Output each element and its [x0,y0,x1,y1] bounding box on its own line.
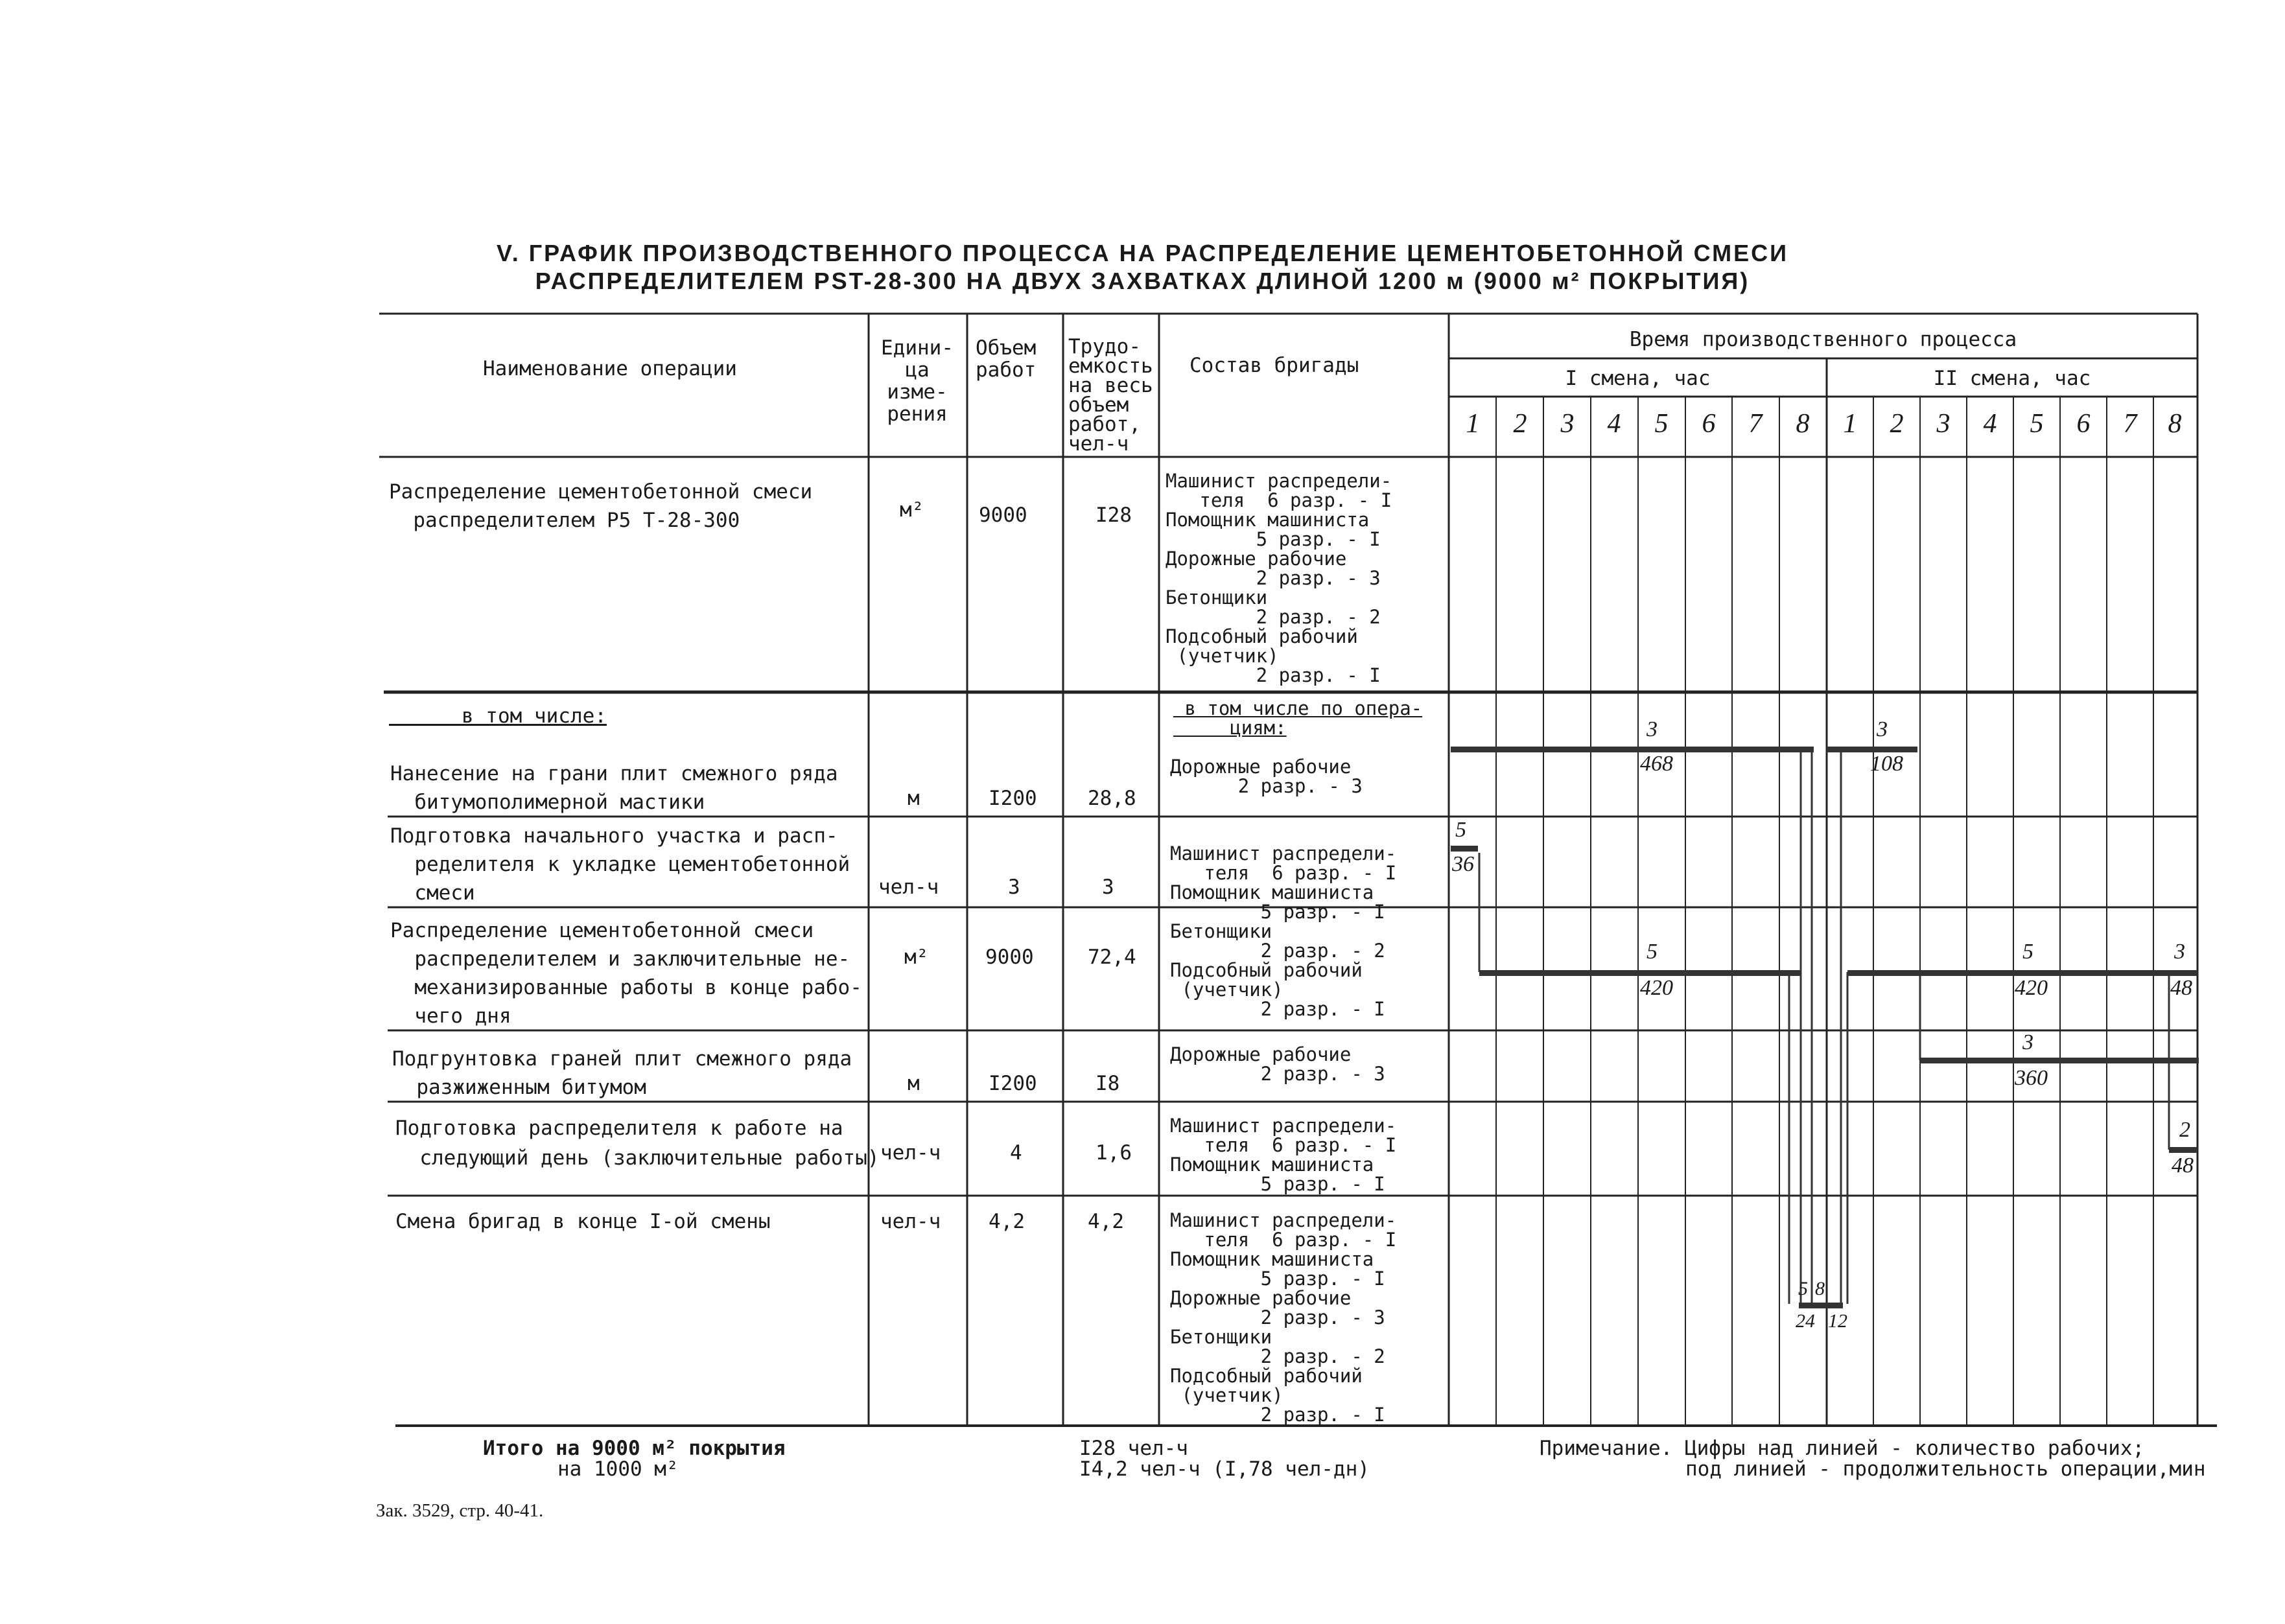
row-7-name: Смена бригад в конце I-ой смены [395,1210,771,1233]
bar-label: 420 [1640,976,1673,1000]
hour-s2-4: 4 [1983,409,1997,439]
row-3-unit: чел-ч [878,876,939,899]
bar-label: 24 [1796,1310,1815,1332]
title-line-2: РАСПРЕДЕЛИТЕЛЕМ PST-28-300 НА ДВУХ ЗАХВАТКАХ ДЛИНОЙ 1200 м (9000 м² ПОКРЫТИЯ) [535,268,1750,294]
bar-prime [1920,1058,2199,1063]
bar-spread-shift2 [1847,970,2197,976]
title-line-1: V. ГРАФИК ПРОИЗВОДСТВЕННОГО ПРОЦЕССА НА РАСПРЕДЕЛЕНИЕ ЦЕМЕНТОБЕТОННОЙ СМЕСИ [497,240,1788,266]
totals-label-1: Итого на 9000 м² покрытия [483,1437,786,1460]
bar-label: 48 [2172,1154,2194,1177]
hour-s1-7: 7 [1748,409,1763,439]
hour-s2-5: 5 [2030,409,2044,439]
row-1-name: в том числе: [389,704,607,728]
row-6-crew: Машинист распредели- теля 6 разр. - I Помощник машиниста 5 разр. - I [1170,1115,1397,1195]
row-0-crew: Машинист распредели- теля 6 разр. - I Помощник машиниста 5 разр. - I Дорожные рабочие 2 разр. - 3 Бетонщики 2 разр. - 2 Подсобный рабочий (учетчик) 2 разр. - I [1166,470,1392,686]
bar-label: 5 [1798,1278,1808,1299]
bar-label: 48 [2170,976,2192,1000]
row-4-volume: 9000 [985,945,1034,969]
row-0-name: Распределение цементобетонной смеси распределителем P5 T-28-300 [389,480,813,532]
row-0-volume: 9000 [979,504,1027,527]
row-6-name: Подготовка распределителя к работе на следующий день (заключительные работы) [395,1117,880,1170]
bar-label: 108 [1870,752,1903,776]
row-2-volume: I200 [989,787,1037,810]
bar-label: 360 [2015,1066,2048,1090]
row-7-volume: 4,2 [989,1210,1025,1233]
row-2-unit: м [908,787,920,810]
note-line-1: Примечание. Цифры над линией - количество рабочих; [1540,1437,2145,1460]
hour-s1-5: 5 [1654,409,1669,439]
hour-s1-2: 2 [1513,409,1527,439]
row-6-volume: 4 [1010,1141,1022,1165]
row-4-labor: 72,4 [1088,945,1136,969]
bar-label: 12 [1828,1310,1847,1332]
bar-label: 420 [2015,976,2048,1000]
hour-s2-1: 1 [1843,409,1857,439]
hour-s1-1: 1 [1466,409,1480,439]
hour-s2-8: 8 [2168,409,2182,439]
row-0-labor: I28 [1096,504,1132,527]
bar-label: 8 [1815,1278,1825,1299]
row-5-volume: I200 [989,1072,1037,1095]
totals-label-2: на 1000 м² [557,1457,679,1481]
hour-s1-8: 8 [1796,409,1810,439]
row-6-unit: чел-ч [880,1141,941,1165]
bar-label: 5 [2022,940,2033,964]
note-line-2: под линией - продолжительность операции,мин [1685,1457,2206,1481]
row-5-labor: I8 [1096,1072,1120,1095]
row-0-unit: м² [900,498,924,522]
row-4-crew: Бетонщики 2 разр. - 2 Подсобный рабочий (учетчик) 2 разр. - I [1170,920,1385,1020]
header-time: Время производственного процесса [1629,328,2017,351]
row-3-labor: 3 [1102,876,1114,899]
hour-s1-6: 6 [1702,409,1716,439]
footer-order-number: Зак. 3529, стр. 40-41. [376,1500,544,1521]
bar-label: 3 [2022,1030,2033,1054]
bar-label: 2 [2179,1118,2190,1142]
row-1-crew: в том числе по опера- циям: [1184,697,1423,739]
hour-s2-7: 7 [2123,409,2137,439]
header-volume: Объем работ [976,336,1037,382]
row-5-name: Подгрунтовка граней плит смежного ряда разжиженным битумом [392,1047,852,1099]
bar-label: 3 [2174,940,2185,964]
row-4-unit: м² [904,945,929,969]
row-5-unit: м [908,1072,920,1095]
bar-label: 3 [1646,717,1658,741]
bar-prep-next-day [2169,1147,2197,1153]
row-5-crew: Дорожные рабочие 2 разр. - 3 [1170,1043,1385,1085]
row-3-crew: Машинист распредели- теля 6 разр. - I Помощник машиниста 5 разр. - I [1170,842,1397,923]
header-shift1: I смена, час [1565,367,1711,390]
row-3-volume: 3 [1008,876,1020,899]
row-7-unit: чел-ч [880,1210,941,1233]
bar-mastic-shift1 [1451,747,1814,752]
hour-s2-6: 6 [2076,409,2091,439]
bar-label: 36 [1452,852,1474,876]
row-7-crew: Машинист распредели- теля 6 разр. - I Помощник машиниста 5 разр. - I Дорожные рабочие 2 разр. - 3 Бетонщики 2 разр. - 2 Подсобный рабочий (учетчик) 2 разр. - I [1170,1209,1397,1426]
row-4-name: Распределение цементобетонной смеси распределителем и заключительные не- механизированные работы в конце рабо- чего дня [390,919,862,1028]
row-2-crew: Дорожные рабочие 2 разр. - 3 [1170,756,1363,797]
totals-value-2: I4,2 чел-ч (I,78 чел-дн) [1079,1457,1370,1481]
totals-value-1: I28 чел-ч [1079,1437,1188,1460]
hour-s2-2: 2 [1890,409,1904,439]
header-labor: Трудо- емкость на весь объем работ, чел-ч [1068,335,1153,456]
bar-spread-shift1 [1479,970,1801,976]
bar-crew-change [1799,1303,1843,1308]
row-2-name: Нанесение на грани плит смежного ряда битумополимерной мастики [390,762,838,814]
hour-s1-3: 3 [1560,409,1575,439]
bar-label: 468 [1640,752,1673,776]
bar-prep-start [1451,846,1478,852]
row-7-labor: 4,2 [1088,1210,1124,1233]
row-3-name: Подготовка начального участка и расп- ределителя к укладке цементобетонной смеси [390,824,850,905]
bar-label: 5 [1455,818,1466,842]
header-operation: Наименование операции [483,357,737,380]
hour-s1-4: 4 [1607,409,1621,439]
header-unit: Едини- ца изме- рения [881,336,954,426]
bar-label: 5 [1646,940,1658,964]
row-6-labor: 1,6 [1096,1141,1132,1165]
header-crew: Состав бригады [1189,354,1359,377]
hour-s2-3: 3 [1936,409,1951,439]
row-2-labor: 28,8 [1088,787,1136,810]
bar-label: 3 [1877,717,1888,741]
header-shift2: II смена, час [1933,367,2091,390]
